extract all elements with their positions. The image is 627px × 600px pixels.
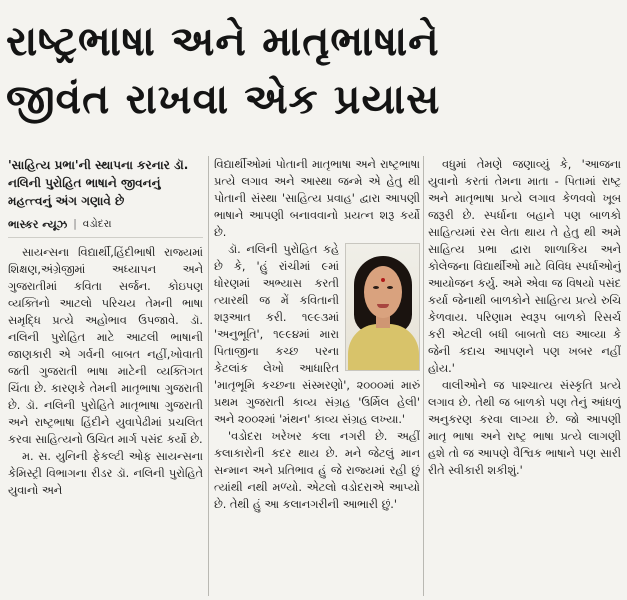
column-2-paragraph-3: 'વડોદરા ખરેખર કલા નગરી છે. અહીં કલાકારોની કદર થાય છે. મને જેટલું માન સન્માન અને પ્રતિભાવ હું જે રાજ્યમાં રહી છું ત્યાંથી નથી મળ્યો. એટલો વડોદરાએ આપ્યો છે. તેથી હું આ કલાનગરીની આભારી છું.': [214, 430, 420, 511]
byline: [8, 216, 203, 238]
headline: [6, 12, 618, 128]
byline-location: વડોદરા: [82, 218, 112, 230]
column-divider-2: [423, 156, 424, 596]
byline-separator: |: [73, 218, 77, 230]
column-divider-1: [208, 156, 209, 596]
portrait-image: [345, 243, 420, 371]
subheadline: 'સાહિત્ય પ્રભા'ની સ્થાપના કરનાર ડૉ. નલિની પુરોહિત ભાષાને જીવનનું મહત્ત્વનું અંગ ગણાવે છે: [8, 158, 189, 208]
byline-source: ભાસ્કર ન્યૂઝ: [8, 218, 68, 231]
article-column-3: [428, 156, 621, 598]
column-1-paragraph-2: મ. સ. યુનિની ફેકલ્ટી ઓફ સાયન્સના કેમિસ્ટ્રી વિભાગના રીડર ડૉ. નલિની પુરોહિતે યુવાનો અને: [8, 450, 203, 497]
article-column-2: [214, 156, 420, 598]
article-column-1: [8, 156, 203, 598]
portrait-photo: [345, 243, 420, 371]
column-3-paragraph-2: વાલીઓને જ પાશ્ચાત્ય સંસ્કૃતિ પ્રત્યે લગાવ છે. તેથી જ બાળકો પણ તેનું આંધળું અનુકરણ કરવા લાગ્યા છે. જો આપણી માતૃ ભાષા અને રાષ્ટ્ર ભાષા પ્રત્યે લાગણી હશે તો જ આપણે વૈશ્વિક ભાષાને પણ સારી રીતે સ્વીકારી શકીશું.': [428, 379, 621, 477]
column-3-paragraph-1: વધુમાં તેમણે જણાવ્યું કે, 'આજના યુવાનો કરતાં તેમના માતા - પિતામાં રાષ્ટ્ર અને માતૃભાષા પ્રત્યે લગાવ કેળવવો ખૂબ જરૂરી છે. સ્પર્ધાના બહાને પણ બાળકો સાહિત્યમાં રસ લેતા થાય તે હેતુ થી અમે સાહિત્ય પ્રભા દ્વારા શાળાકિય અને કોલેજના વિદ્યાર્થીઓ માટે વિવિધ સ્પર્ધાઓનું આયોજન કર્યુ. અમે એવા જ વિષયો પસંદ કર્યા જેનાથી બાળકોને સાહિત્ય પ્રત્યે રુચિ કેળવાય. પરિણામ સ્વરૂપ બાળકો રિસર્ચ કરી એટલી બધી બાબતો લઇ આવ્યા કે જેની કદાચ આપણને પણ ખબર નહીં હોય.': [428, 158, 621, 375]
column-2-paragraph-2: ડૉ. નલિની પુરોહિત કહે છે કે, 'હું રાંચીમાં ૯માં ધોરણમાં અભ્યાસ કરતી ત્યારથી જ મેં કવિતાની શરૂઆત કરી. ૧૯૯૩માં 'અનુભૂતિ', ૧૯૯૪માં મારા પિતાજીના કચ્છ પરના કેટલાંક લેખો આધારિત 'માતૃભૂમિ કચ્છના સંસ્મરણો', ૨૦૦૦માં મારું પ્રથમ ગુજરાતી કાવ્ય સંગ્રહ 'ઉર્મિલ હેલી' અને ૨૦૦૨માં 'મંથન' કાવ્ય સંગ્રહ લખ્યા.': [214, 243, 420, 426]
headline-line-1: રાષ્ટ્રભાષા અને માતૃભાષાને: [6, 17, 440, 65]
column-1-paragraph-1: સાયન્સના વિદ્યાર્થી,હિંદીભાષી રાજ્યમાં શિક્ષણ,અંગ્રેજીમાં અધ્યાપન અને ગુજરાતીમાં કવિતા સર્જન. કોઇપણ વ્યક્તિનો આટલો પરિચય તેમની ભાષા સમૃદ્ધિ પ્રત્યે અહોભાવ ઉપજાવે. ડૉ. નલિની પુરોહિત માટે આટલી ભાષાની જાણકારી એ ગર્વની બાબત નહીં,ખોવાતી જતી ગુજરાતી ભાષા માટેની વ્યક્તિગત ચિંતા છે. કારણકે તેમની માતૃભાષા ગુજરાતી છે. ડૉ. નલિની પુરોહિતે માતૃભાષા ગુજરાતી અને રાષ્ટ્રભાષા હિંદીને યુવાપેઢીમાં પ્રચલિત કરવા સાહિત્યનો ઉચિત માર્ગ પસંદ કર્યો છે.: [8, 246, 203, 446]
column-2-paragraph-1: વિદ્યાર્થીઓમાં પોતાની માતૃભાષા અને રાષ્ટ્રભાષા પ્રત્યે લગાવ અને આસ્થા જન્મે એ હેતુ થી પોતાની સંસ્થા 'સાહિત્ય પ્રવાહ' દ્વારા આપણી ભાષાને આપણી બનાવવાનો પ્રયત્ન શરૂ કર્યો છે.: [214, 158, 420, 239]
headline-line-2: જીવંત રાખવા એક પ્રયાસ: [6, 75, 441, 123]
